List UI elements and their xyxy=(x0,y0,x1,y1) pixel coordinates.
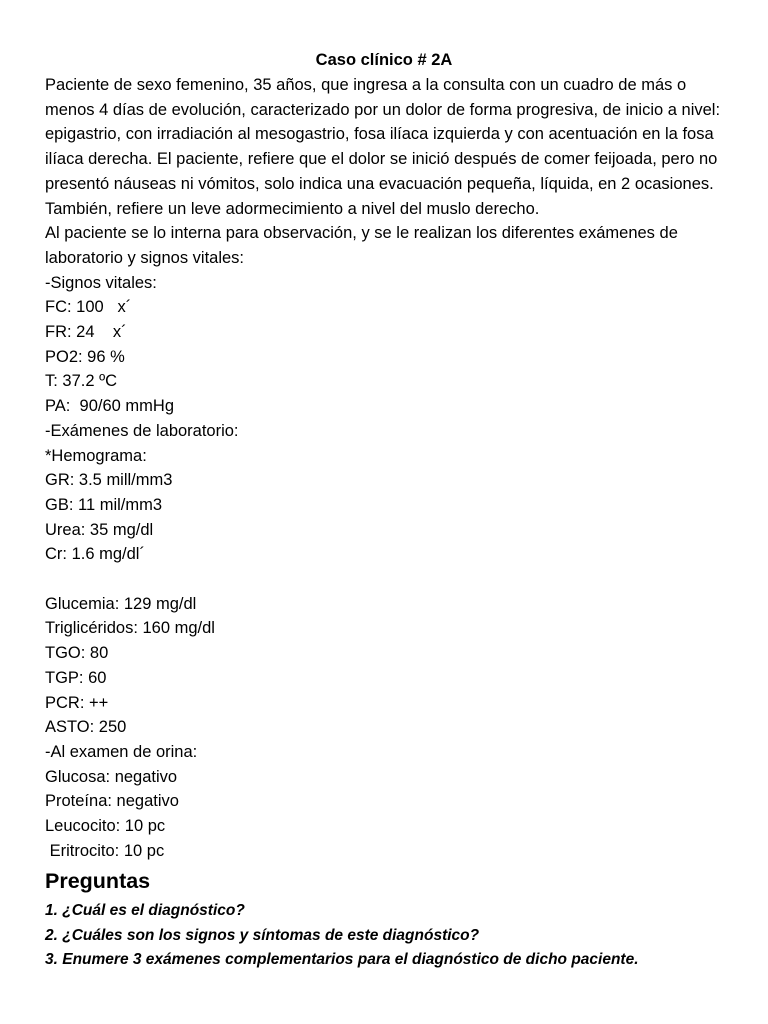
hemogram-heading: *Hemograma: xyxy=(45,446,147,465)
hemogram-item: Cr: 1.6 mg/dl´ xyxy=(45,545,145,564)
hemogram-item: GR: 3.5 mill/mm3 xyxy=(45,471,173,490)
vital-item: PA: 90/60 mmHg xyxy=(45,397,174,416)
case-body xyxy=(45,73,735,863)
urine-heading: -Al examen de orina: xyxy=(45,742,198,761)
urine-item: Glucosa: negativo xyxy=(45,767,178,786)
vital-item: FC: 100 x´ xyxy=(45,298,132,317)
lab-item: Triglicéridos: 160 mg/dl xyxy=(45,619,215,638)
hemogram-item: Urea: 35 mg/dl xyxy=(45,520,154,539)
document-title: Caso clínico # 2A xyxy=(315,51,453,69)
lab-item: PCR: ++ xyxy=(45,693,109,712)
urine-item: Leucocito: 10 pc xyxy=(45,817,166,836)
urine-item: Eritrocito: 10 pc xyxy=(45,841,165,860)
case-description-paragraph: Paciente de sexo femenino, 35 años, que ingresa a la consulta con un cuadro de más o menos 4 días de evolución, caracterizado por un dolor de forma progresiva, de inicio a nivel: epigastrio, con irradiación al mesogastrio, fosa ilíaca izquierda y con acentuación en la fosa ilíaca derecha. El paciente, refiere que el dolor se inició después de comer feijoada, pero no presentó náuseas ni vómitos, solo indica una evacuación pequeña, líquida, en 2 ocasiones. También, refiere un leve adormecimiento a nivel del muslo derecho. xyxy=(45,76,721,218)
question-item: 2. ¿Cuáles son los signos y síntomas de este diagnóstico? xyxy=(45,926,480,944)
vital-item: PO2: 96 % xyxy=(45,347,125,366)
lab-item: TGO: 80 xyxy=(45,644,109,663)
questions-section xyxy=(45,866,745,973)
blank-line xyxy=(45,567,735,592)
question-item: 3. Enumere 3 exámenes complementarios para el diagnóstico de dicho paciente. xyxy=(45,951,639,968)
hemogram-item: GB: 11 mil/mm3 xyxy=(45,495,163,514)
labs-heading: -Exámenes de laboratorio: xyxy=(45,421,239,440)
questions-heading: Preguntas xyxy=(45,869,151,893)
case-admission-paragraph: Al paciente se lo interna para observación, y se le realizan los diferentes exámenes de laboratorio y signos vitales: xyxy=(45,224,678,267)
vitals-heading: -Signos vitales: xyxy=(45,273,157,292)
vital-item: T: 37.2 ºC xyxy=(45,372,118,391)
lab-item: Glucemia: 129 mg/dl xyxy=(45,594,197,613)
lab-item: ASTO: 250 xyxy=(45,718,127,737)
urine-item: Proteína: negativo xyxy=(45,792,179,811)
question-item: 1. ¿Cuál es el diagnóstico? xyxy=(45,902,245,919)
vital-item: FR: 24 x´ xyxy=(45,323,127,342)
lab-item: TGP: 60 xyxy=(45,668,107,687)
